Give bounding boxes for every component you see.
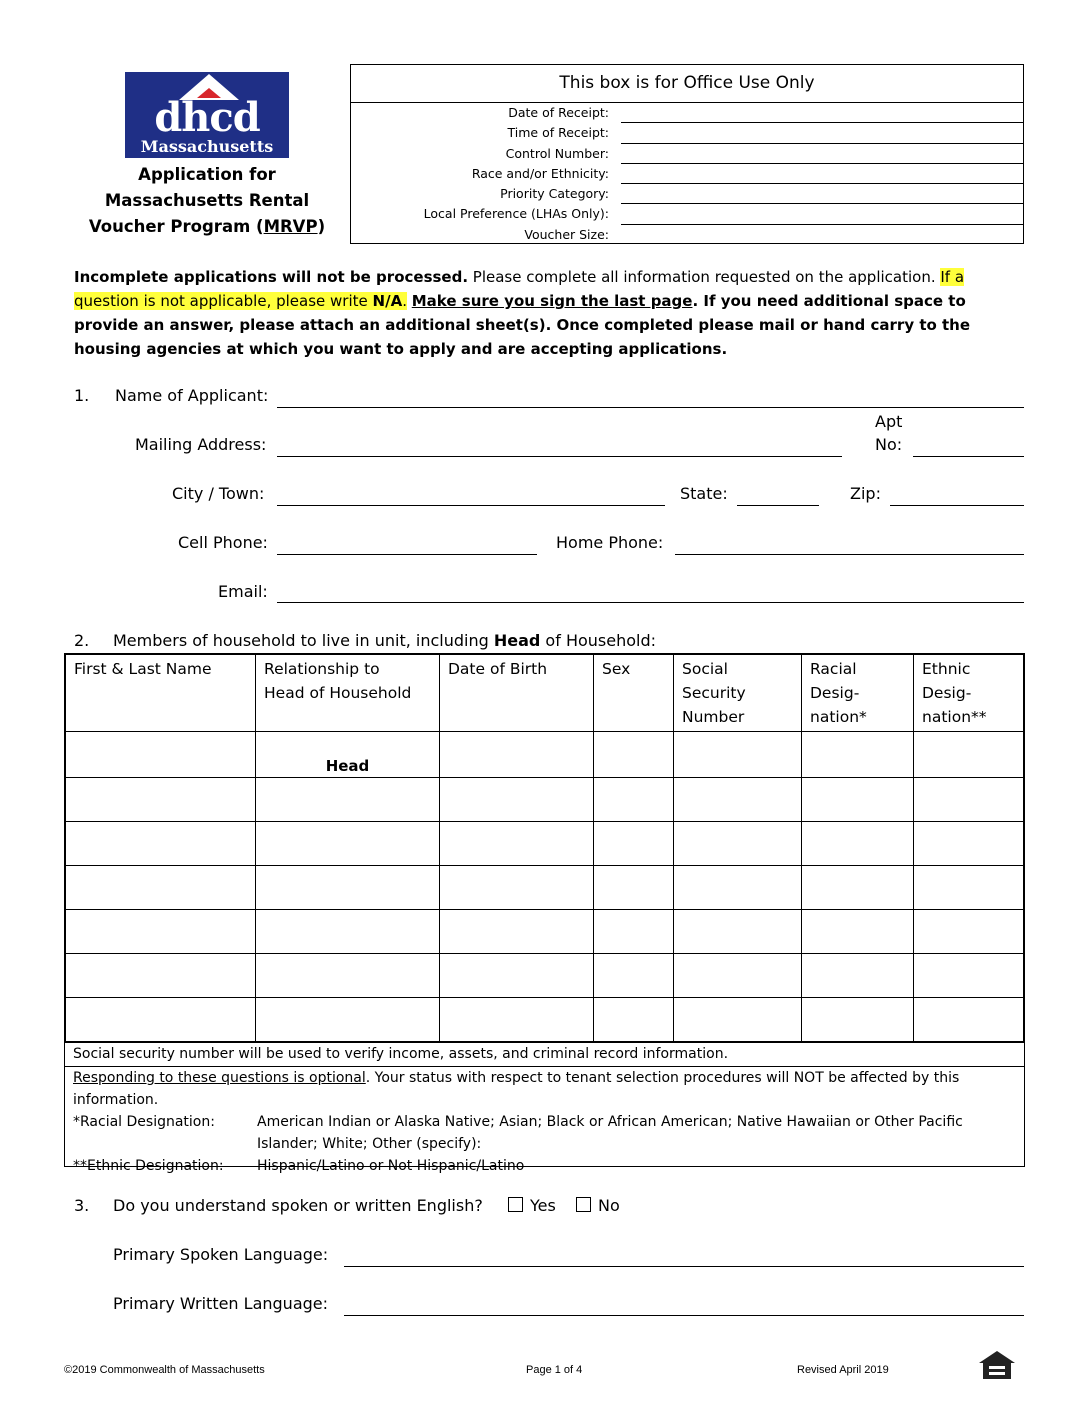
zip-field[interactable] bbox=[890, 505, 1024, 506]
office-field-label: Local Preference (LHAs Only): bbox=[423, 206, 609, 222]
household-cell[interactable] bbox=[674, 910, 802, 954]
household-member-row bbox=[66, 954, 1024, 998]
office-field-row bbox=[351, 225, 1023, 245]
household-cell[interactable] bbox=[440, 822, 594, 866]
household-cell[interactable] bbox=[802, 954, 914, 998]
household-cell[interactable] bbox=[594, 778, 674, 822]
household-cell[interactable] bbox=[440, 778, 594, 822]
office-field-row bbox=[351, 103, 1023, 123]
household-cell[interactable] bbox=[802, 822, 914, 866]
household-cell[interactable] bbox=[440, 954, 594, 998]
household-cell[interactable] bbox=[914, 954, 1024, 998]
household-column-header: Social Security Number bbox=[674, 655, 802, 732]
office-field-row bbox=[351, 164, 1023, 184]
household-column-header: First & Last Name bbox=[66, 655, 256, 732]
office-field-row bbox=[351, 204, 1023, 224]
ssn-note: Social security number will be used to verify income, assets, and criminal record information. bbox=[65, 1042, 1024, 1067]
household-cell[interactable] bbox=[440, 866, 594, 910]
apt-label-line2: No: bbox=[875, 435, 903, 454]
home-phone-field[interactable] bbox=[675, 554, 1024, 555]
office-field-row bbox=[351, 123, 1023, 143]
household-cell[interactable] bbox=[914, 866, 1024, 910]
office-field-label: Time of Receipt: bbox=[507, 125, 609, 141]
household-cell[interactable] bbox=[914, 998, 1024, 1042]
instructions-paragraph: Incomplete applications will not be processed. Please complete all information requested on the application. If a question is not applicable, please write N/A. Make sure you sign the last page. If you need additional space to provide an answer, please attach an additional sheet(s). Once completed please mail or hand carry to the housing agencies at which you want to apply and are accepting applications. bbox=[74, 268, 971, 358]
written-language-label: Primary Written Language: bbox=[113, 1294, 329, 1313]
household-cell[interactable] bbox=[594, 866, 674, 910]
application-title bbox=[82, 162, 332, 240]
household-cell[interactable] bbox=[802, 998, 914, 1042]
dhcd-logo bbox=[125, 72, 289, 158]
household-cell[interactable] bbox=[440, 910, 594, 954]
household-cell[interactable] bbox=[440, 732, 594, 778]
optional-note: Responding to these questions is optional. Your status with respect to tenant selection procedures will NOT be affected by this information. bbox=[73, 1070, 960, 1108]
section3-number: 3. bbox=[74, 1196, 90, 1215]
apt-label-line1: Apt bbox=[875, 412, 903, 431]
household-column-header: Ethnic Desig- nation** bbox=[914, 655, 1024, 732]
household-cell[interactable] bbox=[66, 778, 256, 822]
office-field-label: Priority Category: bbox=[500, 186, 609, 202]
office-use-box bbox=[350, 64, 1024, 244]
logo-subtext: Massachusetts bbox=[140, 137, 274, 156]
household-cell[interactable] bbox=[594, 732, 674, 778]
household-cell[interactable] bbox=[674, 954, 802, 998]
equal-housing-icon bbox=[975, 1349, 1019, 1389]
household-cell[interactable] bbox=[256, 778, 440, 822]
title-line2: Massachusetts Rental bbox=[104, 191, 310, 210]
name-field[interactable] bbox=[277, 407, 1024, 408]
highlighted-note: If a question is not applicable, please write N/A. bbox=[74, 268, 965, 310]
address-field[interactable] bbox=[277, 456, 842, 457]
spoken-language-field[interactable] bbox=[344, 1266, 1024, 1267]
office-field-label: Control Number: bbox=[505, 145, 609, 161]
household-cell[interactable] bbox=[802, 910, 914, 954]
household-cell[interactable] bbox=[594, 822, 674, 866]
state-label: State: bbox=[680, 484, 728, 503]
title-line3: Voucher Program (MRVP) bbox=[88, 217, 326, 236]
household-cell[interactable] bbox=[594, 998, 674, 1042]
household-column-header: Date of Birth bbox=[440, 655, 594, 732]
household-member-row bbox=[66, 910, 1024, 954]
household-cell[interactable] bbox=[914, 778, 1024, 822]
spoken-language-label: Primary Spoken Language: bbox=[113, 1245, 329, 1264]
household-member-row bbox=[66, 822, 1024, 866]
city-label: City / Town: bbox=[172, 484, 265, 503]
no-option[interactable]: No bbox=[576, 1196, 620, 1215]
home-phone-label: Home Phone: bbox=[556, 533, 664, 552]
sign-last-page-note: Make sure you sign the last page bbox=[411, 292, 693, 310]
household-cell[interactable] bbox=[256, 822, 440, 866]
household-title: Members of household to live in unit, including Head of Household: bbox=[113, 631, 656, 650]
no-checkbox[interactable] bbox=[576, 1197, 591, 1212]
household-cell[interactable] bbox=[440, 998, 594, 1042]
household-cell[interactable] bbox=[66, 822, 256, 866]
household-column-header: Racial Desig- nation* bbox=[802, 655, 914, 732]
household-cell[interactable] bbox=[66, 866, 256, 910]
city-field[interactable] bbox=[277, 505, 665, 506]
office-field-label: Voucher Size: bbox=[524, 226, 609, 242]
household-cell[interactable] bbox=[66, 998, 256, 1042]
section1-number: 1. bbox=[74, 386, 90, 405]
household-cell[interactable] bbox=[594, 954, 674, 998]
household-member-row bbox=[66, 866, 1024, 910]
written-language-field[interactable] bbox=[344, 1315, 1024, 1316]
racial-designation-key: *Racial Designation: American Indian or Alaska Native; Asian; Black or African American; Native Hawaiian or Other Pacific Islander; White; Other (specify): bbox=[73, 1114, 963, 1152]
household-cell[interactable] bbox=[914, 822, 1024, 866]
household-member-row bbox=[66, 998, 1024, 1042]
section2-number: 2. bbox=[74, 631, 90, 650]
address-label: Mailing Address: bbox=[135, 435, 267, 454]
footer-copyright: ©2019 Commonwealth of Massachusetts bbox=[64, 1364, 265, 1376]
logo-text: dhcd bbox=[154, 94, 260, 141]
title-abbr: MRVP bbox=[263, 217, 318, 236]
office-field-row bbox=[351, 184, 1023, 204]
household-cell[interactable] bbox=[674, 866, 802, 910]
office-field-label: Race and/or Ethnicity: bbox=[471, 165, 609, 181]
office-field-row bbox=[351, 144, 1023, 164]
household-cell[interactable] bbox=[256, 910, 440, 954]
email-field[interactable] bbox=[277, 602, 1024, 603]
footer-revised: Revised April 2019 bbox=[797, 1364, 889, 1376]
household-cell[interactable] bbox=[66, 910, 256, 954]
ethnic-designation-key: **Ethnic Designation: Hispanic/Latino or Not Hispanic/Latino bbox=[73, 1158, 525, 1174]
household-cell[interactable] bbox=[66, 732, 256, 778]
household-cell[interactable] bbox=[674, 822, 802, 866]
cell-phone-field[interactable] bbox=[277, 554, 537, 555]
household-cell[interactable] bbox=[674, 998, 802, 1042]
household-cell[interactable] bbox=[674, 778, 802, 822]
name-label: Name of Applicant: bbox=[115, 386, 269, 405]
english-question: Do you understand spoken or written English? bbox=[113, 1196, 483, 1215]
household-cell[interactable] bbox=[256, 954, 440, 998]
household-cell[interactable] bbox=[802, 732, 914, 778]
household-cell[interactable] bbox=[256, 998, 440, 1042]
cell-phone-label: Cell Phone: bbox=[178, 533, 268, 552]
household-cell[interactable] bbox=[594, 910, 674, 954]
household-column-header: Relationship to Head of Household bbox=[256, 655, 440, 732]
household-member-row bbox=[66, 778, 1024, 822]
email-label: Email: bbox=[218, 582, 268, 601]
title-line1: Application for bbox=[138, 165, 276, 184]
household-column-header: Sex bbox=[594, 655, 674, 732]
household-cell[interactable] bbox=[256, 866, 440, 910]
household-cell[interactable] bbox=[802, 778, 914, 822]
yes-checkbox[interactable] bbox=[508, 1197, 523, 1212]
zip-label: Zip: bbox=[850, 484, 881, 503]
household-cell[interactable] bbox=[802, 866, 914, 910]
head-of-household-cell[interactable]: Head bbox=[256, 732, 440, 778]
household-member-row bbox=[66, 732, 1024, 778]
office-box-title: This box is for Office Use Only bbox=[351, 65, 1023, 103]
household-cell[interactable] bbox=[66, 954, 256, 998]
household-cell[interactable] bbox=[914, 910, 1024, 954]
yes-option[interactable]: Yes bbox=[508, 1196, 556, 1215]
office-field-label: Date of Receipt: bbox=[508, 105, 609, 120]
household-table bbox=[64, 653, 1025, 1174]
apt-field[interactable] bbox=[913, 456, 1024, 457]
household-cell[interactable] bbox=[674, 732, 802, 778]
state-field[interactable] bbox=[737, 505, 819, 506]
household-cell[interactable] bbox=[914, 732, 1024, 778]
footer-page-number: Page 1 of 4 bbox=[526, 1364, 583, 1376]
